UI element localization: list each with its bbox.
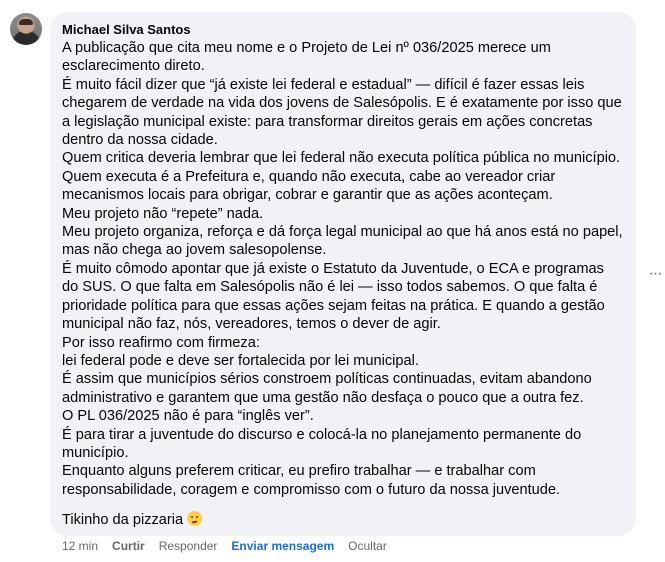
- comment-paragraph: A publicação que cita meu nome e o Projeto de Lei nº 036/2025 merece um esclarecimento direto.: [62, 40, 551, 75]
- comment-paragraph: Quem critica deveria lembrar que lei federal não executa política pública no município.: [62, 150, 621, 167]
- comment-paragraph: É muito fácil dizer que “já existe lei federal e estadual” — difícil é fazer essas leis chegarem de verdade na vida dos jovens de Salesópolis. E é exatamente por isso que a legislação municipal existe: para transformar direitos gerais em ações concretas dentro da nossa cidade.: [62, 76, 622, 149]
- comment-body: [62, 39, 624, 530]
- comment-paragraph: Meu projeto organiza, reforça e dá força legal municipal ao que há anos está no papel, mas não chega ao jovem salesopolense.: [62, 224, 623, 259]
- comment-bubble: [50, 12, 636, 536]
- comment-actions: [62, 538, 401, 554]
- comment-paragraph: Quem executa é a Prefeitura e, quando não executa, cabe ao vereador criar mecanismos locais para obrigar, cobrar e garantir que as ações aconteçam.: [62, 168, 556, 204]
- comment-paragraph: É assim que municípios sérios constroem políticas continuadas, evitam abandono administrativo e garantem que uma gestão não desfaça o pouco que a outra fez.: [62, 371, 592, 406]
- reply-button[interactable]: Responder: [158, 539, 218, 553]
- comment-signature: [62, 511, 624, 529]
- send-message-button[interactable]: Enviar mensagem: [231, 539, 335, 553]
- comment-paragraph: O PL 036/2025 não é para “inglês ver”.: [62, 408, 314, 425]
- comment-paragraph: Enquanto alguns preferem criticar, eu prefiro trabalhar — e trabalhar com responsabilidade, coragem e compromisso com o futuro da nossa juventude.: [62, 463, 561, 498]
- comment-paragraph: Meu projeto não “repete” nada.: [62, 205, 264, 222]
- comment-author-name[interactable]: Michael Silva Santos: [62, 22, 191, 37]
- comment-timestamp[interactable]: 12 min: [62, 539, 99, 553]
- author-avatar[interactable]: [10, 13, 42, 45]
- comment-paragraph: Por isso reafirmo com firmeza:: [62, 334, 260, 351]
- like-button[interactable]: Curtir: [112, 539, 145, 553]
- more-options-icon[interactable]: ···: [648, 265, 662, 282]
- comment-paragraph: lei federal pode e deve ser fortalecida por lei municipal.: [62, 352, 419, 369]
- signature-text: Tikinho da pizzaria: [62, 512, 184, 529]
- comment-paragraph: É para tirar a juventude do discurso e colocá-la no planejamento permanente do município.: [62, 426, 582, 461]
- hide-button[interactable]: Ocultar: [348, 539, 387, 553]
- comment-paragraph: É muito cômodo apontar que já existe o Estatuto da Juventude, o ECA e programas do SUS. O que falta em Salesópolis não é lei — isso todos sabemos. O que falta é prioridade política para que essas ações sejam feitas na prática. E quando a gestão municipal não faz, nós, vereadores, temos o dever de agir.: [62, 260, 605, 333]
- thinking-face-emoji-icon: [187, 511, 202, 526]
